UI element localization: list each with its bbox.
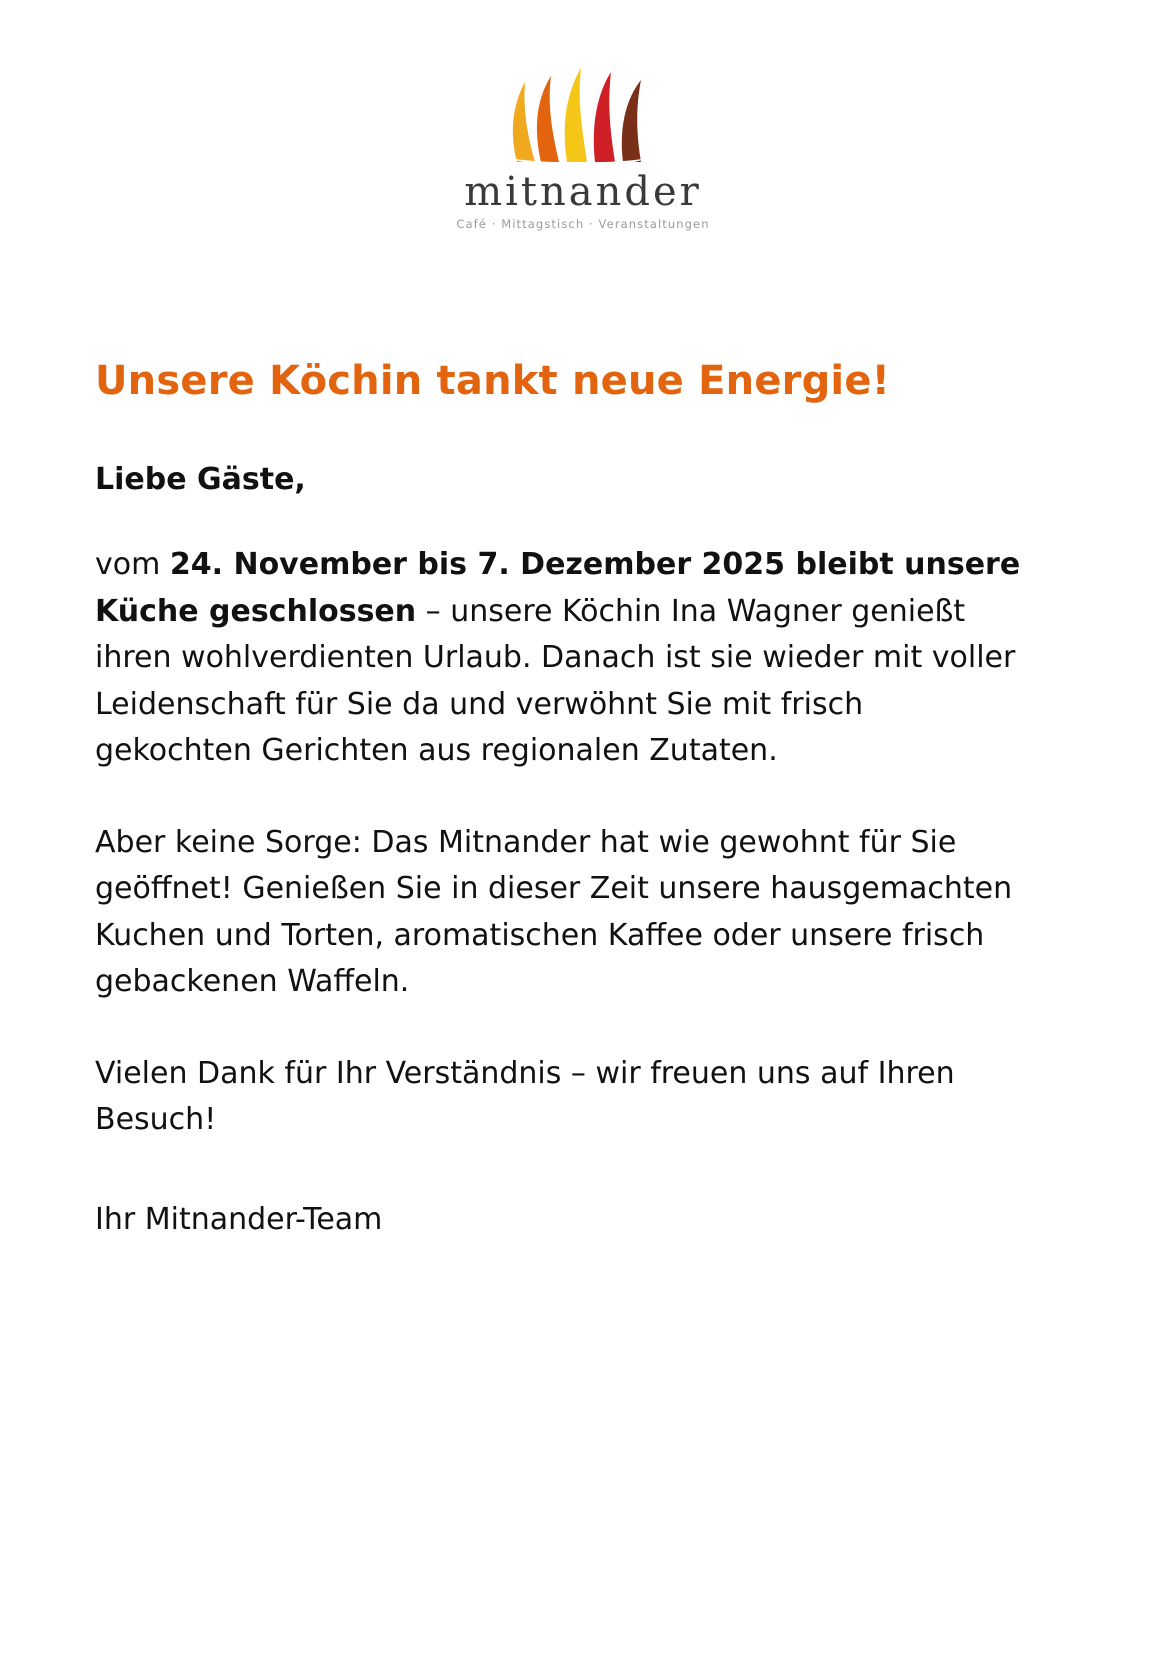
paragraph-1-rest: – unsere Köchin Ina Wagner genießt ihren wohlverdienten Urlaub. Danach ist sie wieder mit voller Leidenschaft für Sie da und verwöhnt Sie mit frisch gekochten Gerichten aus regionalen Zutaten. (95, 593, 1016, 768)
document-content (0, 357, 1166, 1242)
signature: Ihr Mitnander-Team (95, 1201, 383, 1237)
paragraph-open-info: Aber keine Sorge: Das Mitnander hat wie gewohnt für Sie geöffnet! Genießen Sie in dieser Zeit unsere hausgemachten Kuchen und Torten, aromatischen Kaffee oder unsere frisch gebackenen Waffeln. (95, 824, 1013, 999)
paragraph-1-bold: 24. November bis 7. Dezember 2025 bleibt unsere Küche geschlossen (95, 547, 1021, 629)
salutation: Liebe Gäste, (95, 461, 306, 497)
mitnander-flame-logo-icon (483, 58, 683, 166)
page-title: Unsere Köchin tankt neue Energie! (95, 357, 891, 404)
paragraph-1-prefix: vom (95, 547, 170, 582)
logo-wordmark: mitnander (464, 169, 702, 215)
logo-block (0, 0, 1166, 231)
paragraph-thanks: Vielen Dank für Ihr Verständnis – wir freuen uns auf Ihren Besuch! (95, 1055, 955, 1137)
logo-tagline: Café · Mittagstisch · Veranstaltungen (456, 217, 710, 231)
paragraph-closure-notice (95, 542, 1025, 775)
